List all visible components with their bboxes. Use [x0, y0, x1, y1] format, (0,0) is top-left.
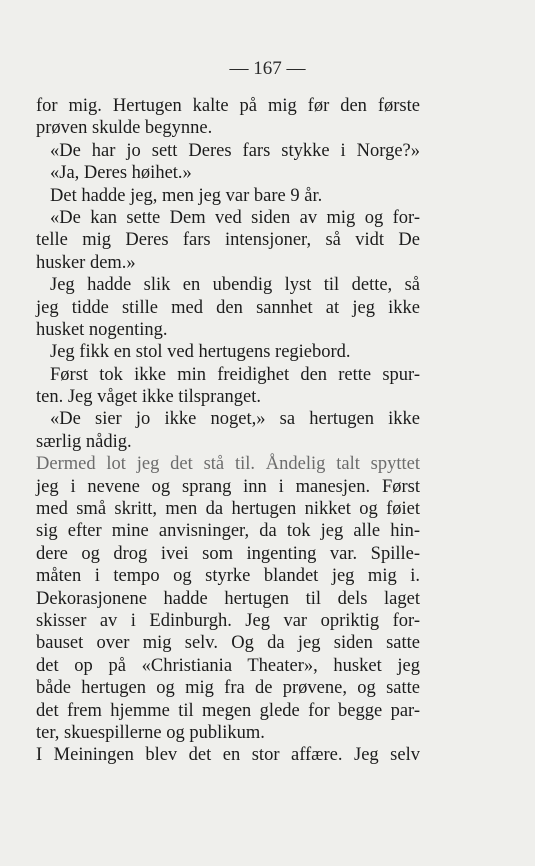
text-line: måten i tempo og styrke blandet jeg mig i. — [36, 566, 420, 587]
text-line: ten. Jeg våget ikke tilspranget. — [36, 387, 262, 408]
text-line: det op på «Christiania Theater», husket jeg — [36, 655, 420, 676]
text-line: Det hadde jeg, men jeg var bare 9 år. — [50, 185, 323, 206]
text-line: Jeg hadde slik en ubendig lyst til dette, så — [50, 275, 420, 296]
text-line: sig efter mine anvisninger, da tok jeg alle hin- — [36, 521, 420, 542]
text-line: Dekorasjonene hadde hertugen til dels laget — [36, 588, 420, 609]
text-line: husket nogenting. — [36, 319, 168, 340]
text-line: for mig. Hertugen kalte på mig før den første — [36, 96, 420, 116]
text-line: prøven skulde begynne. — [36, 118, 213, 139]
text-line: husker dem.» — [36, 252, 136, 273]
text-line: skisser av i Edinburgh. Jeg var opriktig for- — [36, 610, 420, 631]
text-line: telle mig Deres fars intensjoner, så vidt De — [36, 230, 420, 251]
text-line: dere og drog ivei som ingenting var. Spille- — [36, 543, 420, 564]
text-line: Jeg fikk en stol ved hertugens regiebord. — [50, 342, 351, 363]
page-number: — 167 — — [229, 58, 306, 79]
text-line: både hertugen og mig fra de prøvene, og satte — [36, 678, 420, 699]
text-line: særlig nådig. — [36, 431, 132, 452]
text-line: «Ja, Deres høihet.» — [50, 163, 192, 184]
text-line: Dermed lot jeg det stå til. Åndelig talt spyttet — [36, 454, 420, 475]
text-line: «De sier jo ikke noget,» sa hertugen ikke — [50, 409, 420, 430]
text-line: I Meiningen blev det en stor affære. Jeg selv — [36, 745, 420, 766]
body-text — [36, 95, 420, 767]
text-line: jeg i nevene og sprang inn i manesjen. Først — [36, 476, 420, 497]
text-line: med små skritt, men da hertugen nikket og føiet — [36, 499, 420, 520]
text-line: Først tok ikke min freidighet den rette spur- — [50, 364, 420, 385]
text-line: bauset over mig selv. Og da jeg siden satte — [36, 633, 420, 654]
text-line: «De kan sette Dem ved siden av mig og for- — [50, 207, 420, 228]
text-line: jeg tidde stille med den sannhet at jeg ikke — [36, 297, 420, 318]
text-line: «De har jo sett Deres fars stykke i Norge?» — [50, 140, 420, 161]
text-line: ter, skuespillerne og publikum. — [36, 722, 265, 743]
text-line: det frem hjemme til megen glede for begge par- — [36, 700, 420, 721]
